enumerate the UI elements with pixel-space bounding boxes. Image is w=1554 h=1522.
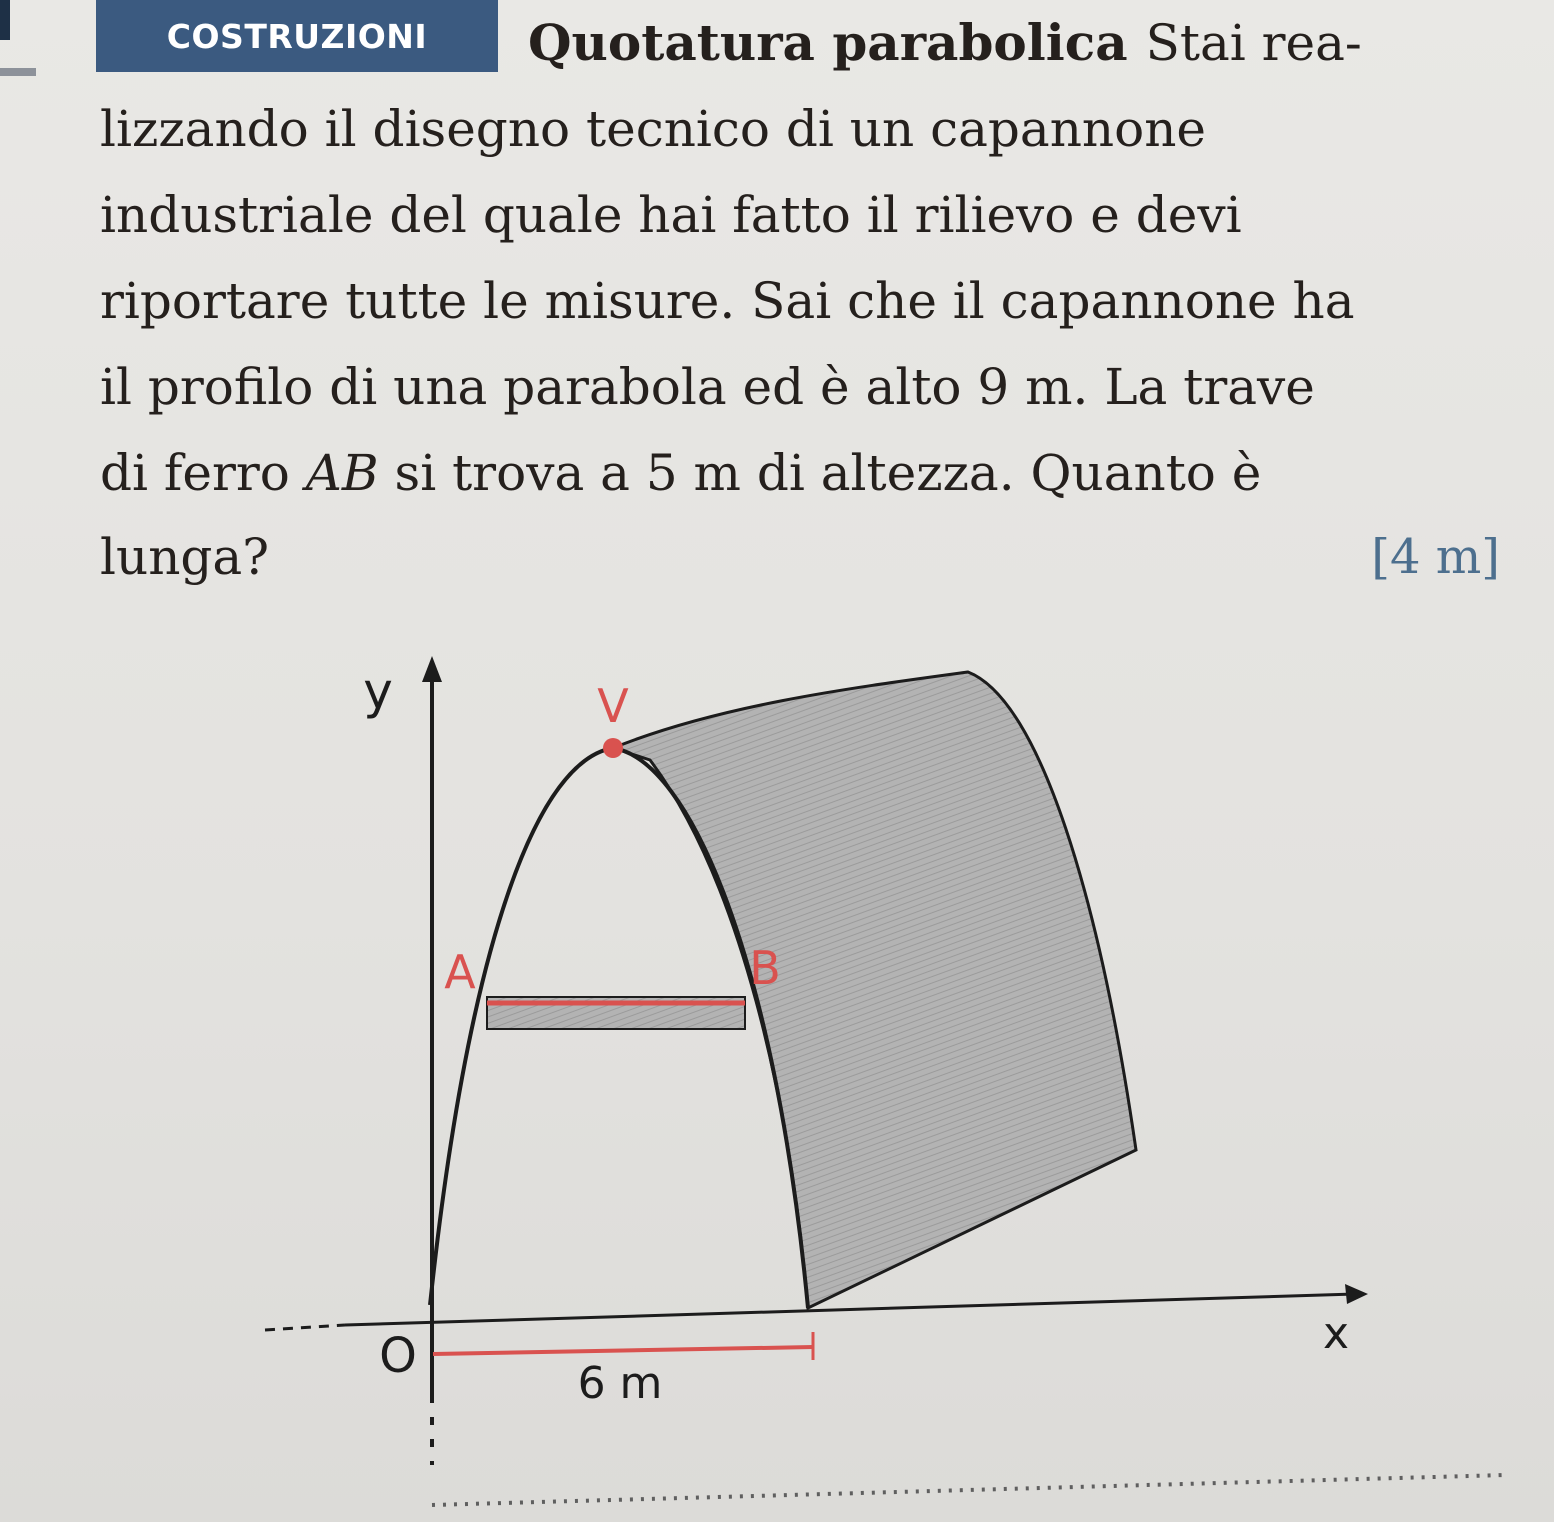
- y-axis-arrow: [422, 656, 442, 682]
- answer-dotted-line: [432, 1475, 1505, 1505]
- x-axis-label: x: [1322, 1308, 1350, 1359]
- vertex-point: [603, 738, 623, 758]
- origin-label: O: [379, 1328, 417, 1384]
- x-axis-arrow: [1345, 1284, 1368, 1304]
- exercise-text-line-2: industriale del quale hai fatto il rilievo e devi: [100, 186, 1242, 244]
- exercise-title: Quotatura parabolica: [528, 13, 1128, 72]
- text-segment-before: di ferro: [100, 444, 306, 502]
- category-tag: COSTRUZIONI: [96, 0, 498, 72]
- exercise-text-line-3: riportare tutte le misure. Sai che il capannone ha: [100, 272, 1355, 330]
- roof-surface: [613, 672, 1136, 1308]
- vertex-label: V: [597, 679, 629, 733]
- exercise-text-line-0: Stai rea-: [1145, 14, 1362, 72]
- y-axis-label: y: [363, 662, 393, 720]
- text-segment-after: si trova a 5 m di altezza. Quanto è: [378, 444, 1262, 502]
- x-axis-dashed: [265, 1325, 345, 1330]
- exercise-text-line-1: lizzando il disegno tecnico di un capannone: [100, 100, 1207, 158]
- point-b-label: B: [749, 941, 781, 995]
- answer-bracket: [4 m]: [1371, 529, 1500, 585]
- exercise-text-line-4: il profilo di una parabola ed è alto 9 m. La trave: [100, 358, 1315, 416]
- point-a-label: A: [444, 945, 476, 999]
- span-label: 6 m: [577, 1358, 663, 1409]
- exercise-text-line-6: lunga?: [100, 528, 270, 586]
- x-axis: [345, 1294, 1355, 1325]
- segment-ab-label: AB: [305, 444, 379, 502]
- span-dimension-line: [433, 1347, 813, 1354]
